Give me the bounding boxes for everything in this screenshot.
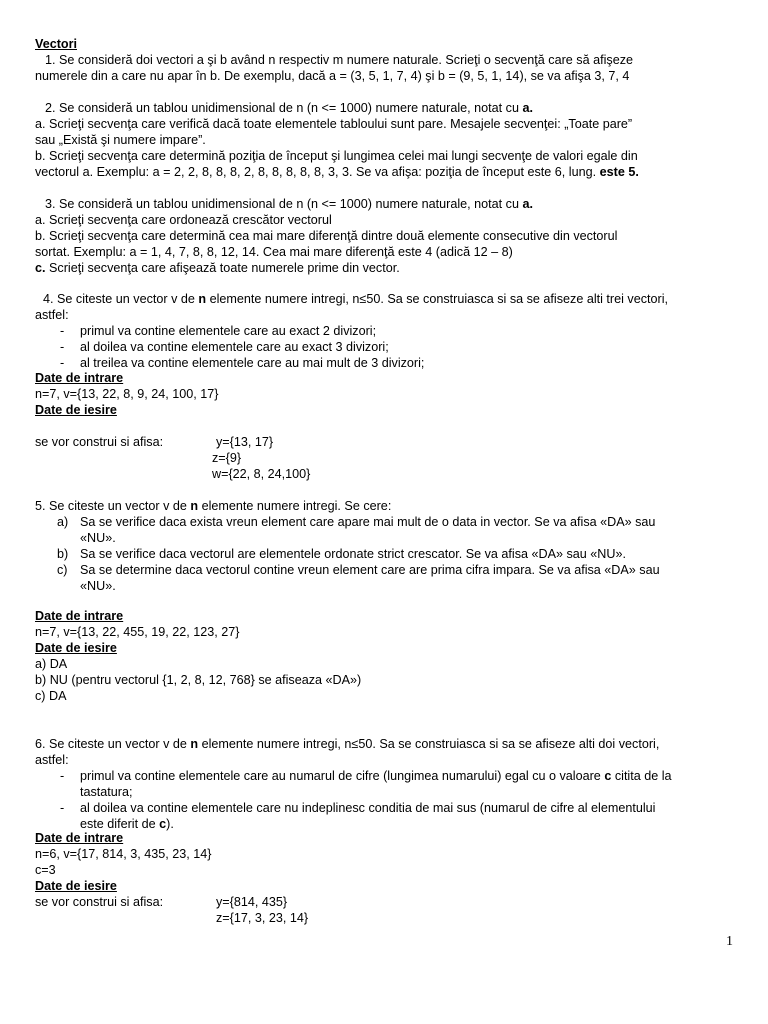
ex5-output-c: c) DA (35, 689, 67, 703)
ex4-bullet-dash: - (60, 356, 65, 370)
ex6-input-label: Date de intrare (35, 831, 124, 845)
ex4-bullet-3: al treilea va contine elementele care au mai mult de 3 divizori; (80, 356, 425, 370)
ex6-input-c: c=3 (35, 863, 56, 877)
ex6-intro (35, 736, 659, 752)
ex4-intro-line-2: astfel: (35, 308, 69, 322)
ex4-input: n=7, v={13, 22, 8, 9, 24, 100, 17} (35, 387, 219, 401)
ex5-item-b-line-1: Sa se verifice daca vectorul are elementele ordonate strict crescator. Se va afisa «DA» sau «NU». (80, 547, 627, 561)
ex6-b2-text-b: ). (166, 817, 174, 831)
ex2-b-line-1: b. Scrieţi secvenţa care determină poziţia de început şi lungimea celei mai lungi secvenţe de valori egale din (35, 149, 638, 163)
ex5-intro-b: elemente numere intregi. Se cere: (198, 499, 392, 513)
ex5-item-c-line-1: Sa se determine daca vectorul contine vreun element care are prima cifra impara. Se va afisa «DA» sau (80, 563, 660, 577)
ex5-intro-a: 5. Se citeste un vector v de (35, 499, 191, 513)
ex2-a-line-1: a. Scrieţi secvenţa care verifică dacă toate elementele tabloului sunt pare. Mesajele secvenţei: „Toate pare” (35, 117, 633, 131)
ex5-item-c-line-2: «NU». (80, 579, 116, 593)
ex2-b-line-2 (35, 164, 639, 180)
ex6-output-label: Date de iesire (35, 879, 117, 893)
ex6-output-intro: se vor construi si afisa: (35, 895, 164, 909)
ex6-intro-b: elemente numere intregi, n≤50. Sa se construiasca si sa se afiseze alti doi vectori, (198, 737, 660, 751)
ex5-output-b: b) NU (pentru vectorul {1, 2, 8, 12, 768} se afiseaza «DA») (35, 673, 362, 687)
ex3-c-text: Scrieţi secvenţa care afişează toate numerele prime din vector. (45, 261, 400, 275)
ex2-intro-text: 2. Se consideră un tablou unidimensional de n (n <= 1000) numere naturale, notat cu (45, 101, 523, 115)
ex3-intro-text: 3. Se consideră un tablou unidimensional de n (n <= 1000) numere naturale, notat cu (45, 197, 523, 211)
ex3-intro (45, 196, 533, 212)
ex1-line-1: 1. Se consideră doi vectori a şi b având n respectiv m numere naturale. Scrieţi o secvenţă care să afişeze (45, 53, 634, 67)
ex4-intro-b: elemente numere intregi, n≤50. Sa se construiasca si sa se afiseze alti trei vectori, (206, 292, 669, 306)
ex4-intro-a: 4. Se citeste un vector v de (43, 292, 199, 306)
ex5-output-label: Date de iesire (35, 641, 117, 655)
ex6-b1-c: c (604, 769, 612, 783)
ex5-output-a: a) DA (35, 657, 68, 671)
ex6-bullet-dash: - (60, 769, 65, 783)
ex4-output-label: Date de iesire (35, 403, 117, 417)
ex2-intro (45, 100, 533, 116)
ex5-input-label: Date de intrare (35, 609, 124, 623)
page-title: Vectori (35, 37, 77, 51)
ex3-line-c (35, 260, 400, 276)
ex4-output-y: y={13, 17} (216, 435, 274, 449)
ex4-bullet-1: primul va contine elementele care au exact 2 divizori; (80, 324, 377, 338)
ex4-intro-n: n (198, 292, 207, 306)
ex4-output-z: z={9} (212, 451, 242, 465)
ex6-output-y: y={814, 435} (216, 895, 288, 909)
ex6-output-z: z={17, 3, 23, 14} (216, 911, 309, 925)
ex4-input-label: Date de intrare (35, 371, 124, 385)
ex3-c-label: c. (35, 261, 46, 275)
ex3-line-b1: b. Scrieţi secvenţa care determină cea mai mare diferenţă dintre două elemente consecutive din vectorul (35, 229, 618, 243)
ex6-intro-n: n (190, 737, 199, 751)
ex5-item-b-marker: b) (57, 547, 69, 561)
ex3-intro-bold: a. (522, 197, 533, 211)
ex5-intro-n: n (190, 499, 199, 513)
ex2-intro-bold: a. (522, 101, 533, 115)
ex6-bullet-dash: - (60, 801, 65, 815)
ex4-bullet-dash: - (60, 324, 65, 338)
ex4-output-w: w={22, 8, 24,100} (212, 467, 311, 481)
ex6-input-v: n=6, v={17, 814, 3, 435, 23, 14} (35, 847, 212, 861)
ex6-intro-line-2: astfel: (35, 753, 69, 767)
ex6-b1-text-b: citita de la (611, 769, 672, 783)
ex6-bullet-1-line-1 (80, 768, 672, 784)
ex5-item-a-line-2: «NU». (80, 531, 116, 545)
ex5-item-a-line-1: Sa se verifice daca exista vreun element care apare mai mult de o data in vector. Se va afisa «DA» sau (80, 515, 656, 529)
ex4-output-intro: se vor construi si afisa: (35, 435, 164, 449)
ex4-bullet-dash: - (60, 340, 65, 354)
ex6-bullet-1-line-2: tastatura; (80, 785, 133, 799)
ex6-bullet-2-line-1: al doilea va contine elementele care nu indeplinesc conditia de mai sus (numarul de cifre al elementului (80, 801, 656, 815)
ex3-line-a: a. Scrieţi secvenţa care ordonează crescător vectorul (35, 213, 332, 227)
ex5-intro (35, 498, 391, 514)
ex3-line-b2: sortat. Exemplu: a = 1, 4, 7, 8, 8, 12, 14. Cea mai mare diferenţă este 4 (adică 12 – 8) (35, 245, 513, 259)
ex5-input: n=7, v={13, 22, 455, 19, 22, 123, 27} (35, 625, 240, 639)
ex2-a-line-2: sau „Există şi numere impare”. (35, 133, 206, 147)
ex5-item-a-marker: a) (57, 515, 69, 529)
page-number: 1 (726, 934, 733, 949)
ex5-item-c-marker: c) (57, 563, 68, 577)
ex6-b2-text-a: este diferit de (80, 817, 160, 831)
ex1-line-2: numerele din a care nu apar în b. De exemplu, dacă a = (3, 5, 1, 7, 4) şi b = (9, 5, 1, 14), se va afişa 3, 7, 4 (35, 69, 630, 83)
ex2-b-line-2-text: vectorul a. Exemplu: a = 2, 2, 8, 8, 8, 2, 8, 8, 8, 8, 8, 3, 3. Se va afişa: poziţia de început este 6, lung. (35, 165, 600, 179)
ex2-b-line-2-bold: este 5. (599, 165, 639, 179)
ex4-intro (43, 291, 668, 307)
ex6-b2-c: c (159, 817, 167, 831)
ex6-intro-a: 6. Se citeste un vector v de (35, 737, 191, 751)
ex6-b1-text-a: primul va contine elementele care au numarul de cifre (lungimea numarului) egal cu o valoare (80, 769, 605, 783)
ex4-bullet-2: al doilea va contine elementele care au exact 3 divizori; (80, 340, 389, 354)
